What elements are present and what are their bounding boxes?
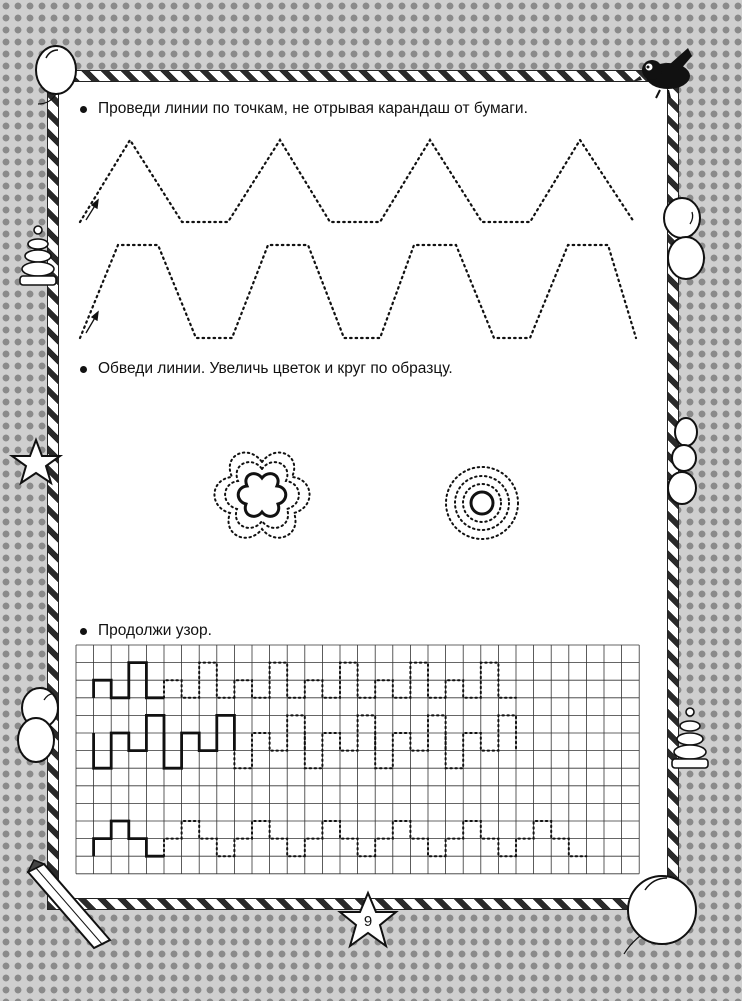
task-2-text: Обведи линии. Увеличь цветок и круг по образцу.: [98, 360, 453, 377]
dotted-zigzag-row-1: [80, 140, 634, 222]
page-number: 9: [363, 913, 373, 930]
task-3-text: Продолжи узор.: [98, 622, 212, 639]
page-number-badge: [340, 893, 396, 949]
balloon-big-icon: [624, 876, 696, 954]
flower-figure: [214, 453, 309, 538]
pyramid-toy-icon: [20, 226, 56, 285]
task-1-text: Проведи линии по точкам, не отрывая карандаш от бумаги.: [98, 100, 528, 117]
pyramid-toy-icon: [672, 708, 708, 768]
balloons-left-icon: [18, 688, 58, 762]
start-arrow-icon: [86, 312, 98, 333]
star-icon: [12, 440, 60, 483]
bird-icon: [632, 48, 692, 98]
balloon-icon: [36, 46, 76, 104]
balloons-right-icon: [664, 198, 704, 279]
circle-figure: [446, 467, 518, 539]
balloon-twist-icon: [668, 418, 697, 504]
dotted-zigzag-row-2: [80, 245, 636, 338]
pencil-icon: [28, 860, 110, 948]
